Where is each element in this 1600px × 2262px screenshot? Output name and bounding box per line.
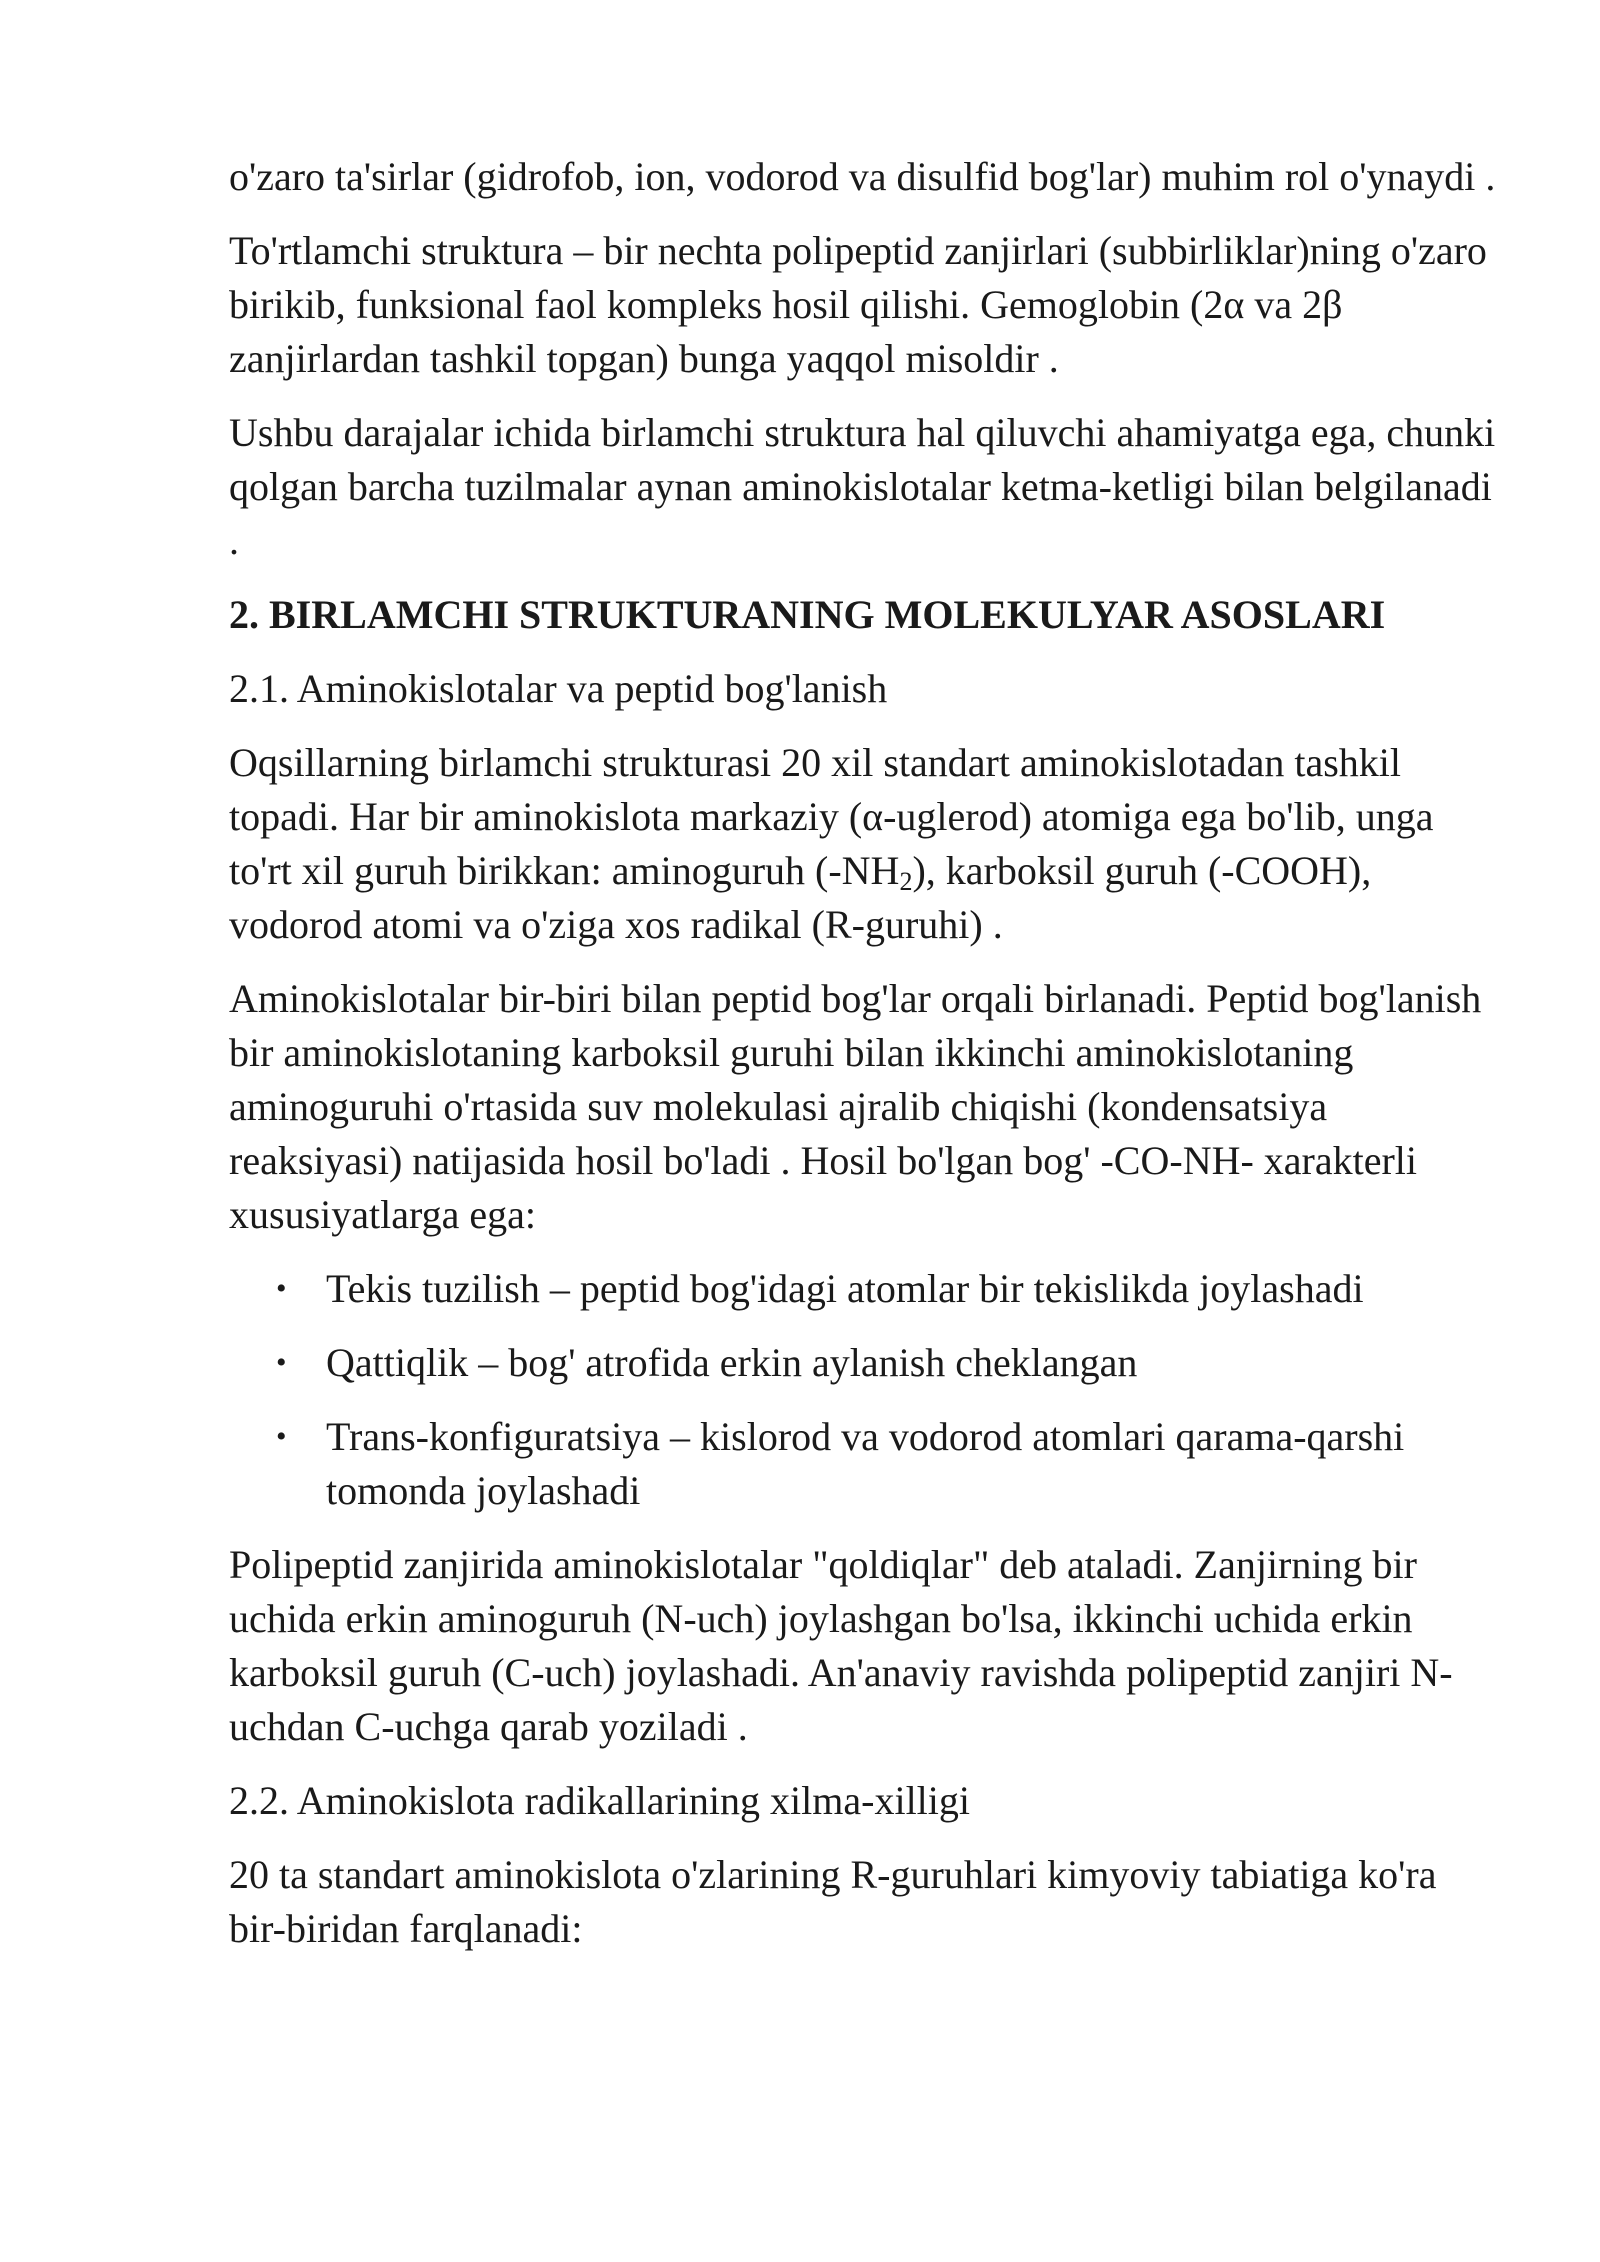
- peptide-bond-properties-list: [229, 1262, 1499, 1518]
- bullet-icon: •: [276, 1272, 287, 1305]
- bullet-icon: •: [276, 1420, 287, 1453]
- paragraph-peptide-bond: Aminokislotalar bir-biri bilan peptid bog'lar orqali birlanadi. Peptid bog'lanish bir aminokislotaning karboksil guruhi bilan ikkinchi aminokislotaning aminoguruhi o'rtasida suv molekulasi ajralib chiqishi (kondensatsiya reaksiyasi) natijasida hosil bo'ladi . Hosil bo'lgan bog' -CO-NH- xarakterli xususiyatlarga ega:: [229, 976, 1482, 1237]
- section-heading-2: 2. BIRLAMCHI STRUKTURANING MOLEKULYAR ASOSLARI: [229, 592, 1386, 637]
- bullet-icon: •: [276, 1346, 287, 1379]
- document-body: [229, 150, 1499, 1976]
- paragraph-quaternary-structure: To'rtlamchi struktura – bir nechta polipeptid zanjirlari (subbirliklar)ning o'zaro birikib, funksional faol kompleks hosil qilishi. Gemoglobin (2α va 2β zanjirlardan tashkil topgan) bunga yaqqol misoldir .: [229, 228, 1487, 381]
- paragraph-text-part: ), karboksil guruh (-COOH), vodorod atomi va o'ziga xos radikal (R-guruhi) .: [229, 848, 1372, 947]
- list-item-text: Tekis tuzilish – peptid bog'idagi atomlar bir tekislikda joylashadi: [326, 1266, 1364, 1311]
- list-item-text: Trans-konfiguratsiya – kislorod va vodorod atomlari qarama-qarshi tomonda joylashadi: [326, 1414, 1405, 1513]
- list-item-text: Qattiqlik – bog' atrofida erkin aylanish cheklangan: [326, 1340, 1138, 1385]
- paragraph-polypeptide-residues: Polipeptid zanjirida aminokislotalar "qoldiqlar" deb ataladi. Zanjirning bir uchida erkin aminoguruh (N-uch) joylashgan bo'lsa, ikkinchi uchida erkin karboksil guruh (C-uch) joylashadi. An'anaviy ravishda polipeptid zanjiri N-uchdan C-uchga qarab yoziladi .: [229, 1542, 1453, 1749]
- paragraph-interactions-continued: o'zaro ta'sirlar (gidrofob, ion, vodorod va disulfid bog'lar) muhim rol o'ynaydi .: [229, 154, 1496, 199]
- paragraph-text-part: Oqsillarning birlamchi strukturasi 20 xil standart aminokislotadan tashkil topadi. Har bir aminokislota markaziy (α-uglerod) atomiga ega bo'lib, unga to'rt xil guruh birikkan: aminoguruh (-NH: [229, 740, 1434, 893]
- paragraph-amino-acid-composition: [229, 736, 1499, 952]
- list-item: [229, 1262, 1499, 1316]
- subsection-heading-2-2: 2.2. Aminokislota radikallarining xilma-xilligi: [229, 1778, 971, 1823]
- list-item: [229, 1336, 1499, 1390]
- list-item: [229, 1410, 1499, 1518]
- paragraph-primary-structure-importance: Ushbu darajalar ichida birlamchi struktura hal qiluvchi ahamiyatga ega, chunki qolgan barcha tuzilmalar aynan aminokislotalar ketma-ketligi bilan belgilanadi .: [229, 410, 1496, 563]
- paragraph-r-groups: 20 ta standart aminokislota o'zlarining R-guruhlari kimyoviy tabiatiga ko'ra bir-biridan farqlanadi:: [229, 1852, 1437, 1951]
- subscript-two: 2: [899, 867, 913, 896]
- subsection-heading-2-1: 2.1. Aminokislotalar va peptid bog'lanish: [229, 666, 888, 711]
